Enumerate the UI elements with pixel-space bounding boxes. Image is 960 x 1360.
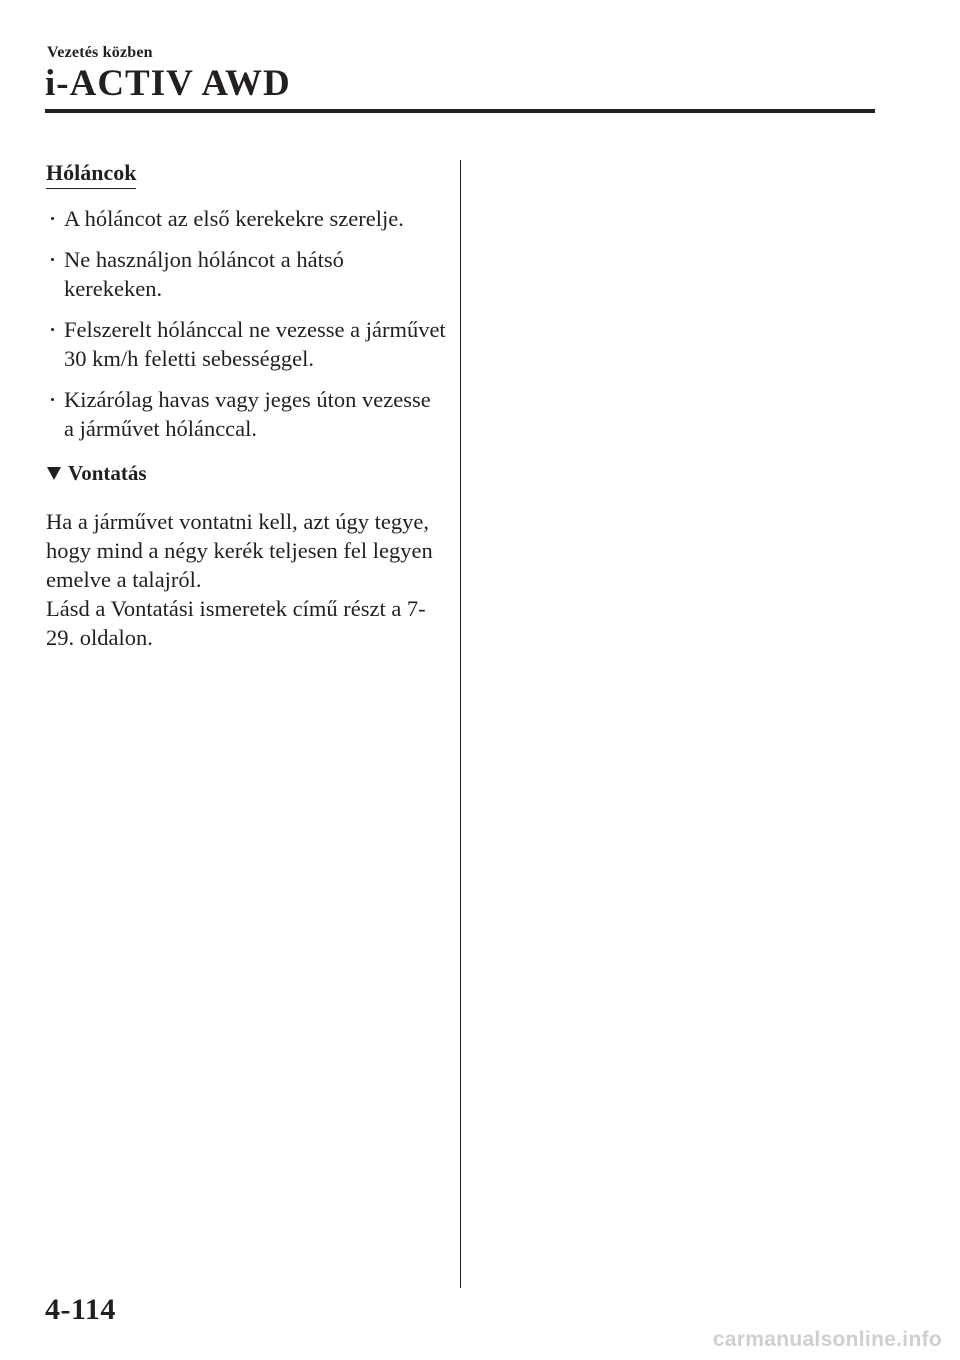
bullet-dot-icon xyxy=(51,398,54,401)
bullet-dot-icon xyxy=(51,328,54,331)
towing-heading xyxy=(46,459,446,487)
chapter-label: Vezetés közben xyxy=(47,44,153,61)
snow-chains-heading: Hóláncok xyxy=(46,159,136,189)
bullet-dot-icon xyxy=(51,217,54,220)
column-divider xyxy=(460,160,461,1288)
bullet-dot-icon xyxy=(51,258,54,261)
triangle-down-icon xyxy=(47,467,61,480)
list-item xyxy=(46,315,446,373)
list-item-text: Felszerelt hólánccal ne vezesse a járművet 30 km/h feletti sebességgel. xyxy=(64,317,446,371)
left-column xyxy=(46,158,446,652)
snow-chains-list xyxy=(46,204,446,443)
towing-heading-text: Vontatás xyxy=(68,461,147,485)
list-item-text: Ne használjon hóláncot a hátsó kerekeken. xyxy=(64,247,344,301)
section-title: i-ACTIV AWD xyxy=(45,63,291,104)
watermark: carmanualsonline.info xyxy=(712,1328,942,1351)
list-item xyxy=(46,245,446,303)
list-item-text: A hóláncot az első kerekekre szerelje. xyxy=(64,206,404,231)
list-item-text: Kizárólag havas vagy jeges úton vezesse a járművet hólánccal. xyxy=(64,387,431,441)
towing-reference: Lásd a Vontatási ismeretek című részt a 7-29. oldalon. xyxy=(46,596,426,650)
towing-paragraph: Ha a járművet vontatni kell, azt úgy tegye, hogy mind a négy kerék teljesen fel legyen emelve a talajról. xyxy=(46,509,433,592)
header-rule xyxy=(45,109,875,113)
list-item xyxy=(46,204,446,233)
list-item xyxy=(46,385,446,443)
page-number: 4-114 xyxy=(45,1293,116,1326)
